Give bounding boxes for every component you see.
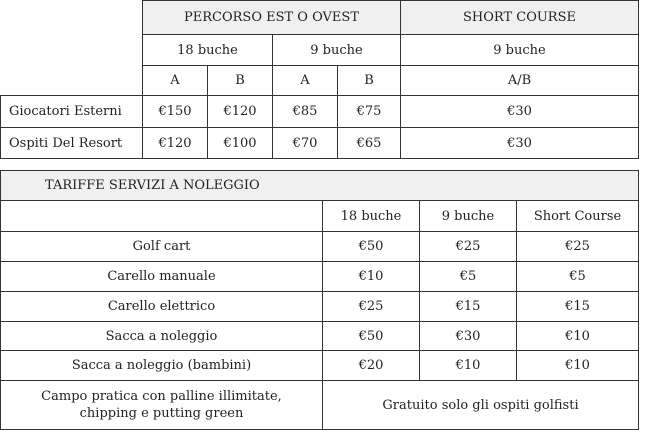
price-cell: €25 [517,232,639,262]
header-est-ovest: PERCORSO EST O OVEST [143,1,401,35]
table-row [1,128,639,159]
practice-area-label [1,381,323,430]
subheader-18-buche: 18 buche [143,35,273,66]
col-header-9-buche: 9 buche [420,201,517,232]
practice-label-line-2: chipping e putting green [79,406,244,421]
price-cell: €75 [338,96,401,128]
price-cell: €100 [208,128,273,159]
price-cell: €30 [401,96,639,128]
price-cell: €65 [338,128,401,159]
table-row [1,292,639,322]
price-cell: €70 [273,128,338,159]
green-fee-table [0,0,639,159]
table-row [1,322,639,351]
col-b-18: B [208,66,273,96]
row-label: Sacca a noleggio (bambini) [1,351,323,381]
header-short-course: SHORT COURSE [401,1,639,35]
row-label-giocatori-esterni: Giocatori Esterni [1,96,143,128]
price-cell: €25 [323,292,420,322]
price-cell: €20 [323,351,420,381]
row-label: Carello manuale [1,262,323,292]
price-cell: €85 [273,96,338,128]
price-cell: €25 [420,232,517,262]
col-a-9: A [273,66,338,96]
price-cell: €120 [143,128,208,159]
price-cell: €15 [517,292,639,322]
price-cell: €120 [208,96,273,128]
price-cell: €30 [401,128,639,159]
price-cell: €30 [420,322,517,351]
price-cell: €10 [517,322,639,351]
price-cell: €10 [420,351,517,381]
empty-header-cell [1,201,323,232]
practice-area-value: Gratuito solo gli ospiti golfisti [323,381,639,430]
subheader-9-buche: 9 buche [273,35,401,66]
practice-label-line-1: Campo pratica con palline illimitate, [41,389,282,404]
price-cell: €50 [323,232,420,262]
row-label: Carello elettrico [1,292,323,322]
table-row [1,381,639,430]
row-label: Sacca a noleggio [1,322,323,351]
price-cell: €50 [323,322,420,351]
empty-corner-cell [1,1,143,96]
row-label: Golf cart [1,232,323,262]
row-label-ospiti-resort: Ospiti Del Resort [1,128,143,159]
table-row [1,351,639,381]
col-a-18: A [143,66,208,96]
price-cell: €10 [323,262,420,292]
col-header-short-course: Short Course [517,201,639,232]
table-row [1,232,639,262]
subheader-short-9-buche: 9 buche [401,35,639,66]
price-cell: €150 [143,96,208,128]
rental-services-table [0,170,639,430]
price-cell: €5 [517,262,639,292]
price-cell: €10 [517,351,639,381]
price-cell: €15 [420,292,517,322]
table-row [1,96,639,128]
col-b-9: B [338,66,401,96]
price-cell: €5 [420,262,517,292]
rental-table-title: TARIFFE SERVIZI A NOLEGGIO [1,171,639,201]
col-header-18-buche: 18 buche [323,201,420,232]
col-ab-short: A/B [401,66,639,96]
table-row [1,262,639,292]
